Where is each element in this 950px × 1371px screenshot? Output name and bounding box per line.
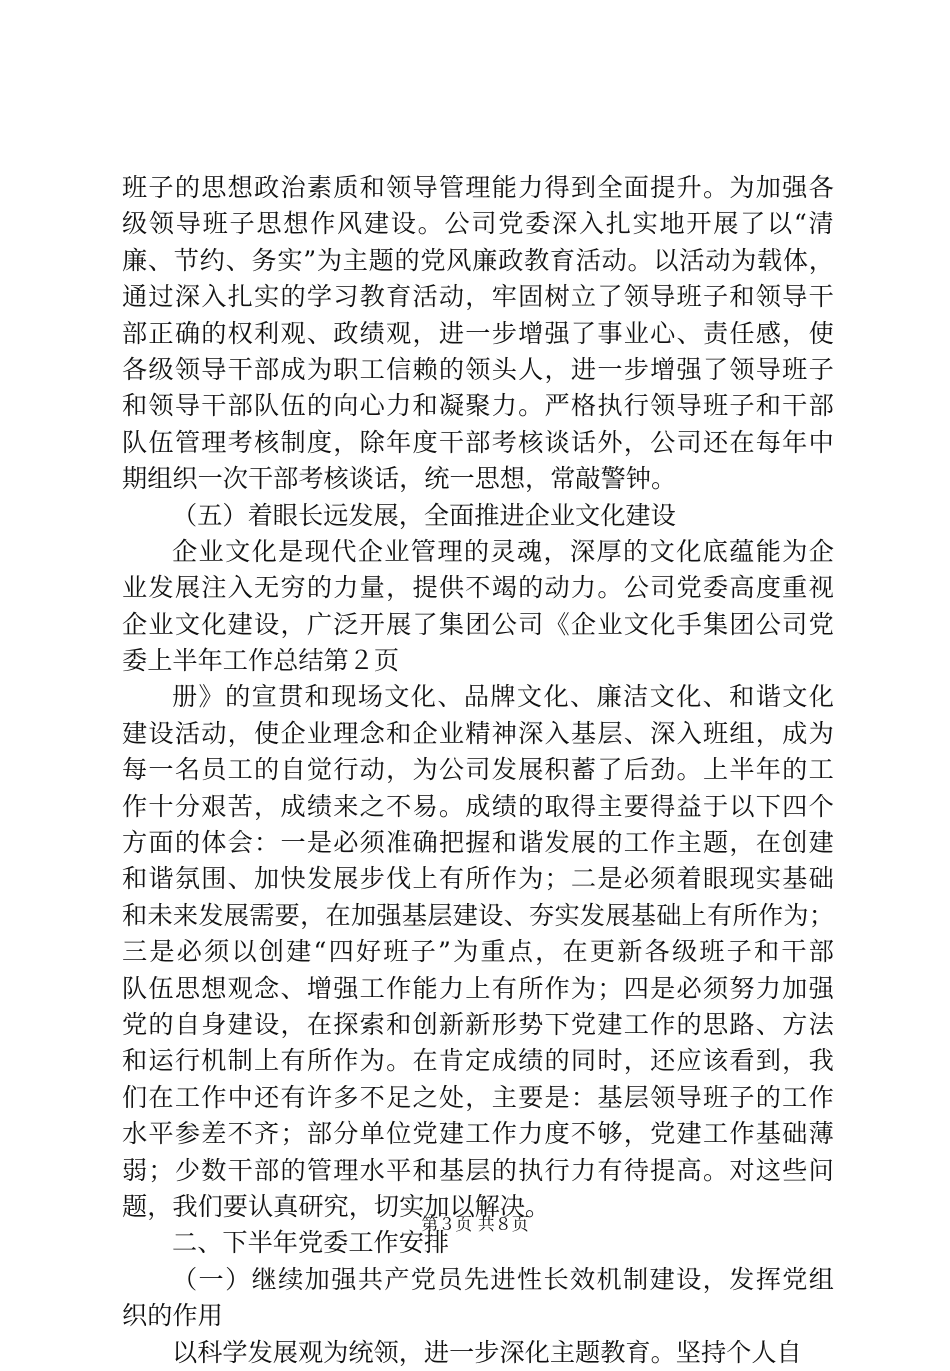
paragraph-line: 弱 ； 少 数 干 部 的 管 理 水 平 和 基 层 的 执 行 力 有 待 提 高 。 对 这 些 问 — [122, 1155, 834, 1185]
paragraph-line: 们 在 工 作 中 还 有 许 多 不 足 之 处 ， 主 要 是 ： 基 层 领 导 班 子 的 工 作 — [122, 1082, 834, 1112]
paragraph-line: 各 级 领 导 干 部 成 为 职 工 信 赖 的 领 头 人 ， 进 一 步 增 强 了 领 导 班 子 — [122, 354, 834, 384]
paragraph-line: 委上半年工作总结第２页 — [122, 646, 400, 676]
paragraph-line: 期组织一次干部考核谈话，统一思想，常敲警钟。 — [122, 464, 677, 494]
paragraph-line: （五）着眼长远发展，全面推进企业文化建设 — [172, 500, 676, 530]
paragraph-line: 党 的 自 身 建 设 ， 在 探 索 和 创 新 新 形 势 下 党 建 工 作 的 思 路 、 方 法 — [122, 1009, 834, 1039]
paragraph-line: 通 过 深 入 扎 实 的 学 习 教 育 活 动 ， 牢 固 树 立 了 领 导 班 子 和 领 导 干 — [122, 282, 834, 312]
paragraph-line: 和 未 来 发 展 需 要 ， 在 加 强 基 层 建 设 、 夯 实 发 展 基 础 上 有 所 作 为 ； — [122, 900, 834, 930]
paragraph-line: 三 是 必 须 以 创 建 “ 四 好 班 子 ” 为 重 点 ， 在 更 新 各 级 班 子 和 干 部 — [122, 937, 834, 967]
paragraph-line: 队 伍 思 想 观 念 、 增 强 工 作 能 力 上 有 所 作 为 ； 四 是 必 须 努 力 加 强 — [122, 973, 834, 1003]
paragraph-line: 业 发 展 注 入 无 穷 的 力 量 ， 提 供 不 竭 的 动 力 。 公 司 党 委 高 度 重 视 — [122, 573, 834, 603]
paragraph-line: 企 业 文 化 是 现 代 企 业 管 理 的 灵 魂 ， 深 厚 的 文 化 底 蕴 能 为 企 — [172, 536, 834, 566]
paragraph-line: 和 谐 氛 围 、 加 快 发 展 步 伐 上 有 所 作 为 ； 二 是 必 须 着 眼 现 实 基 础 — [122, 864, 834, 894]
paragraph-line: 廉 、 节 约 、 务 实 ” 为 主 题 的 党 风 廉 政 教 育 活 动 。 以 活 动 为 载 体 ， — [122, 245, 834, 275]
paragraph-line: 级 领 导 班 子 思 想 作 风 建 设 。 公 司 党 委 深 入 扎 实 地 开 展 了 以 “ 清 — [122, 209, 834, 239]
paragraph-line: （ 一 ） 继 续 加 强 共 产 党 员 先 进 性 长 效 机 制 建 设 ， 发 挥 党 组 — [172, 1264, 834, 1294]
paragraph-line: 和 运 行 机 制 上 有 所 作 为 。 在 肯 定 成 绩 的 同 时 ， 还 应 该 看 到 ， 我 — [122, 1046, 834, 1076]
paragraph-line: 册 》 的 宣 贯 和 现 场 文 化 、 品 牌 文 化 、 廉 洁 文 化 、 和 谐 文 化 — [172, 682, 834, 712]
page-footer: 第３页 共８页 — [421, 1215, 529, 1235]
paragraph-line: 二、下半年党委工作安排 — [172, 1228, 450, 1258]
paragraph-line: 方 面 的 体 会 ： 一 是 必 须 准 确 把 握 和 谐 发 展 的 工 作 主 题 ， 在 创 建 — [122, 828, 834, 858]
paragraph-line: 题，我们要认真研究，切实加以解决。 — [122, 1191, 551, 1221]
paragraph-line: 企 业 文 化 建 设 ， 广 泛 开 展 了 集 团 公 司 《 企 业 文 化 手 集 团 公 司 党 — [122, 609, 834, 639]
document-body — [122, 170, 834, 1371]
paragraph-line: 队 伍 管 理 考 核 制 度 ， 除 年 度 干 部 考 核 谈 话 外 ， 公 司 还 在 每 年 中 — [122, 427, 834, 457]
paragraph-line: 以科学发展观为统领，进一步深化主题教育。坚持个人自 — [172, 1337, 802, 1367]
paragraph-line: 织的作用 — [122, 1301, 223, 1331]
paragraph-line: 班 子 的 思 想 政 治 素 质 和 领 导 管 理 能 力 得 到 全 面 提 升 。 为 加 强 各 — [122, 173, 834, 202]
paragraph-line: 水 平 参 差 不 齐 ； 部 分 单 位 党 建 工 作 力 度 不 够 ， 党 建 工 作 基 础 薄 — [122, 1119, 834, 1149]
paragraph-line: 作 十 分 艰 苦 ， 成 绩 来 之 不 易 。 成 绩 的 取 得 主 要 得 益 于 以 下 四 个 — [122, 791, 834, 821]
paragraph-line: 和 领 导 干 部 队 伍 的 向 心 力 和 凝 聚 力 。 严 格 执 行 领 导 班 子 和 干 部 — [122, 391, 834, 421]
paragraph-line: 每 一 名 员 工 的 自 觉 行 动 ， 为 公 司 发 展 积 蓄 了 后 劲 。 上 半 年 的 工 — [122, 755, 834, 785]
paragraph-line: 部 正 确 的 权 利 观 、 政 绩 观 ， 进 一 步 增 强 了 事 业 心 、 责 任 感 ， 使 — [122, 318, 834, 348]
paragraph-line: 建 设 活 动 ， 使 企 业 理 念 和 企 业 精 神 深 入 基 层 、 深 入 班 组 ， 成 为 — [122, 718, 834, 748]
